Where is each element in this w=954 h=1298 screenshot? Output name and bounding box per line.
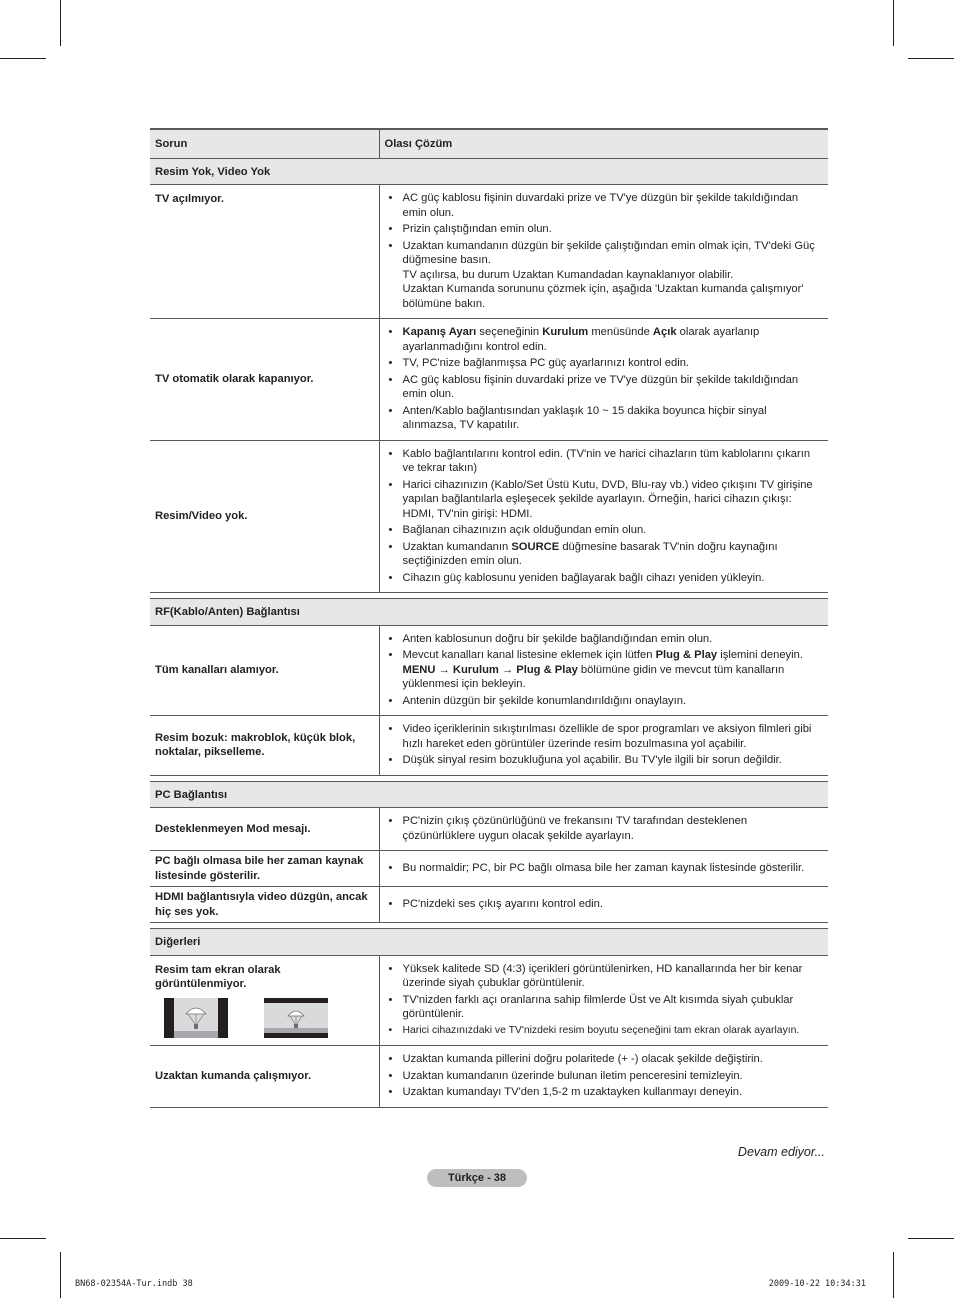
section-title: PC Bağlantısı [150,781,828,808]
crop-mark [893,0,894,46]
solution-item: • PC'nizdeki ses çıkış ayarını kontrol edin. [388,897,823,912]
solution-item: • Uzaktan kumanda pillerini doğru polaritede (+ -) olacak şekilde değiştirin. [388,1052,823,1067]
solution-item: • Cihazın güç kablosunu yeniden bağlayarak bağlı cihazı yeniden yükleyin. [388,571,823,586]
problem-cell: PC bağlı olmasa bile her zaman kaynak listesinde gösterilir. [150,851,379,887]
solution-item: • Harici cihazınızın (Kablo/Set Üstü Kutu, DVD, Blu-ray vb.) video çıkışını TV girişine yapılan bağlantılarla eşleşecek şekilde ayarlayın. Örneğin, harici cihazın çıkışı: HDMI, TV'nin girişi: HDMI. [388,478,823,522]
crop-mark [893,1252,894,1298]
section-header [150,929,828,956]
solution-item: • Düşük sinyal resim bozukluğuna yol açabilir. Bu TV'yle ilgili bir sorun değildir. [388,753,823,768]
crop-mark [0,1238,46,1239]
solution-cell [379,625,828,716]
problem-cell: TV açılmıyor. [150,185,379,319]
solution-item: • Antenin düzgün bir şekilde konumlandırıldığını onaylayın. [388,694,823,709]
solution-item: • Anten kablosunun doğru bir şekilde bağlandığından emin olun. [388,632,823,647]
solution-item: • Kapanış Ayarı seçeneğinin Kurulum menüsünde Açık olarak ayarlanıp ayarlanmadığını kontrol edin. [388,325,823,354]
solution-item: • Kablo bağlantılarını kontrol edin. (TV'nin ve harici cihazların tüm kablolarını çıkarın ve tekrar takın) [388,447,823,476]
continued-note: Devam ediyor... [737,1145,825,1159]
table-row [150,440,828,593]
problem-cell: Desteklenmeyen Mod mesajı. [150,808,379,851]
section-header [150,599,828,626]
solution-cell [379,808,828,851]
table-row [150,185,828,319]
solution-cell [379,851,828,887]
crop-mark [908,1238,954,1239]
crop-mark [60,0,61,46]
footer-file-info: BN68-02354A-Tur.indb 38 [75,1279,193,1289]
section-title: RF(Kablo/Anten) Bağlantısı [150,599,828,626]
solution-item: • TV'nizden farklı açı oranlarına sahip filmlerde Üst ve Alt kısımda siyah çubuklar görüntülenir. [388,993,823,1022]
table-row [150,808,828,851]
solution-cell [379,185,828,319]
crop-mark [0,58,46,59]
header-problem: Sorun [150,129,379,158]
section-title: Diğerleri [150,929,828,956]
solution-item: • Harici cihazınızdaki ve TV'nizdeki resim boyutu seçeneğini tam ekran olarak ayarlayın. [388,1024,823,1039]
solution-item: • Uzaktan kumandanın SOURCE düğmesine basarak TV'nin doğru kaynağını seçtiğinizden emin olun. [388,540,823,569]
solution-item: • Prizin çalıştığından emin olun. [388,222,823,237]
section-header [150,158,828,185]
table-row [150,851,828,887]
solution-cell [379,955,828,1046]
solution-item: • Anten/Kablo bağlantısından yaklaşık 10 ~ 15 dakika boyunca hiçbir sinyal alınmazsa, TV kapatılır. [388,404,823,433]
solution-cell [379,319,828,441]
table-header-row [150,129,828,158]
problem-cell: Uzaktan kumanda çalışmıyor. [150,1046,379,1108]
crop-mark [60,1252,61,1298]
solution-item: • Uzaktan kumandanın düzgün bir şekilde çalıştığından emin olmak için, TV'deki Güç düğmesine basın. TV açılırsa, bu durum Uzaktan Kumandadan kaynaklanıyor olabilir. Uzaktan Kumanda sorununu çözmek için, aşağıda 'Uzaktan kumanda çalışmıyor' bölümüne bakın. [388,239,823,312]
table-row [150,716,828,776]
table-row [150,1046,828,1108]
problem-cell: Resim bozuk: makroblok, küçük blok, noktalar, pikselleme. [150,716,379,776]
table-row [150,887,828,923]
pillarbox-screen-icon [164,998,228,1038]
solution-item: • Bu normaldir; PC, bir PC bağlı olmasa bile her zaman kaynak listesinde gösterilir. [388,861,823,876]
solution-cell [379,887,828,923]
solution-item: • AC güç kablosu fişinin duvardaki prize ve TV'ye düzgün bir şekilde takıldığından emin olun. [388,191,823,220]
solution-item: • TV, PC'nize bağlanmışsa PC güç ayarlarınızı kontrol edin. [388,356,823,371]
problem-cell [150,955,379,1046]
solution-item: • Mevcut kanalları kanal listesine eklemek için lütfen Plug & Play işlemini deneyin. MENU → Kurulum → Plug & Play bölümüne gidin ve mevcut tüm kanalların yüklenmesi için bekleyin. [388,648,823,692]
page-number-badge: Türkçe - 38 [427,1169,527,1187]
solution-item: • AC güç kablosu fişinin duvardaki prize ve TV'ye düzgün bir şekilde takıldığından emin olun. [388,373,823,402]
problem-cell: HDMI bağlantısıyla video düzgün, ancak hiç ses yok. [150,887,379,923]
problem-text: Resim tam ekran olarak görüntülenmiyor. [155,963,281,990]
solution-item: • Bağlanan cihazınızın açık olduğundan emin olun. [388,523,823,538]
section-header [150,781,828,808]
letterbox-screen-icon [264,998,328,1038]
solution-item: • Uzaktan kumandayı TV'den 1,5-2 m uzaktayken kullanmayı deneyin. [388,1085,823,1100]
solution-item: • Video içeriklerinin sıkıştırılması özellikle de spor programları ve aksiyon filmleri gibi hızlı hareket eden görüntüler üzerinde resim bozulmasına yol açabilir. [388,722,823,751]
header-solution: Olası Çözüm [379,129,828,158]
section-title: Resim Yok, Video Yok [150,158,828,185]
footer-datetime: 2009-10-22 10:34:31 [768,1279,866,1289]
crop-mark [908,58,954,59]
problem-cell: TV otomatik olarak kapanıyor. [150,319,379,441]
aspect-ratio-illustrations [155,998,374,1038]
problem-cell: Resim/Video yok. [150,440,379,593]
solution-cell [379,716,828,776]
table-row [150,319,828,441]
table-row [150,625,828,716]
troubleshooting-table [150,128,828,1108]
table-row [150,955,828,1046]
solution-item: • Yüksek kalitede SD (4:3) içerikleri görüntülenirken, HD kanallarında her bir kenar üzerinde siyah çubuklar görüntülenir. [388,962,823,991]
problem-cell: Tüm kanalları alamıyor. [150,625,379,716]
solution-item: • Uzaktan kumandanın üzerinde bulunan iletim penceresini temizleyin. [388,1069,823,1084]
solution-cell [379,440,828,593]
solution-cell [379,1046,828,1108]
solution-item: • PC'nizin çıkış çözünürlüğünü ve frekansını TV tarafından desteklenen çözünürlüklere uygun olacak şekilde ayarlayın. [388,814,823,843]
